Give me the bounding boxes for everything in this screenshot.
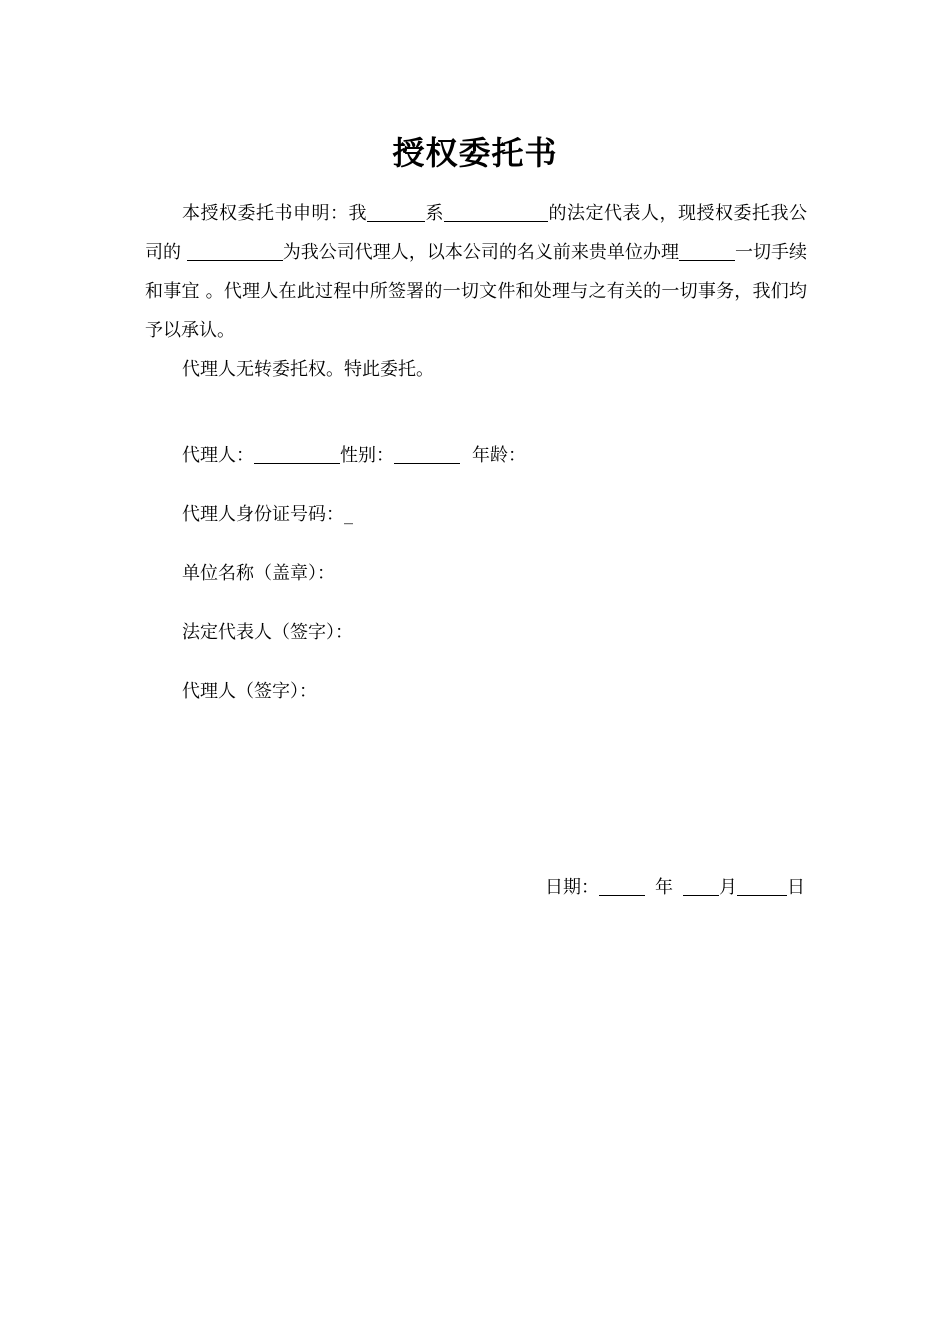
date-line (545, 873, 805, 899)
unit-name-line: 单位名称（盖章）： (182, 563, 335, 584)
month-label: 月 (719, 877, 737, 898)
company-blank[interactable] (444, 201, 548, 222)
declaration-text-1: 本授权委托书申明：我 (182, 203, 367, 224)
agent-name-blank[interactable] (187, 240, 283, 261)
gender-label: 性别： (340, 445, 394, 466)
matter-blank[interactable] (679, 240, 735, 261)
agent-blank[interactable] (254, 443, 340, 464)
day-label: 日 (787, 877, 805, 898)
document-title: 授权委托书 (392, 134, 558, 172)
year-label: 年 (655, 877, 673, 898)
year-blank[interactable] (599, 875, 645, 896)
declaration-paragraph (145, 194, 807, 350)
agent-info-line (182, 441, 526, 467)
month-blank[interactable] (683, 875, 719, 896)
date-label: 日期： (545, 877, 599, 898)
declaration-text-5: 一切手续和事宜 。代理人在此过程中所签署的一切文件和处理与之有关的一切事务，我们均予以承认。 (145, 242, 807, 341)
no-subdelegation-paragraph: 代理人无转委托权。特此委托。 (182, 359, 434, 380)
declaration-text-3: 的法定代表人，现授权委托我公司的 (145, 203, 807, 263)
declaration-text-4: 为我公司代理人，以本公司的名义前来贵单位办理 (282, 242, 679, 263)
agent-signature-line: 代理人（签字）： (182, 681, 317, 702)
agent-label: 代理人： (182, 445, 254, 466)
id-number-line: 代理人身份证号码：_ (182, 504, 353, 525)
day-blank[interactable] (737, 875, 787, 896)
age-label: 年龄： (472, 445, 526, 466)
name-blank[interactable] (367, 201, 425, 222)
declaration-text-2: 系 (425, 203, 444, 224)
legal-rep-signature-line: 法定代表人（签字）： (182, 622, 353, 643)
gender-blank[interactable] (394, 443, 460, 464)
document-body (145, 194, 807, 389)
